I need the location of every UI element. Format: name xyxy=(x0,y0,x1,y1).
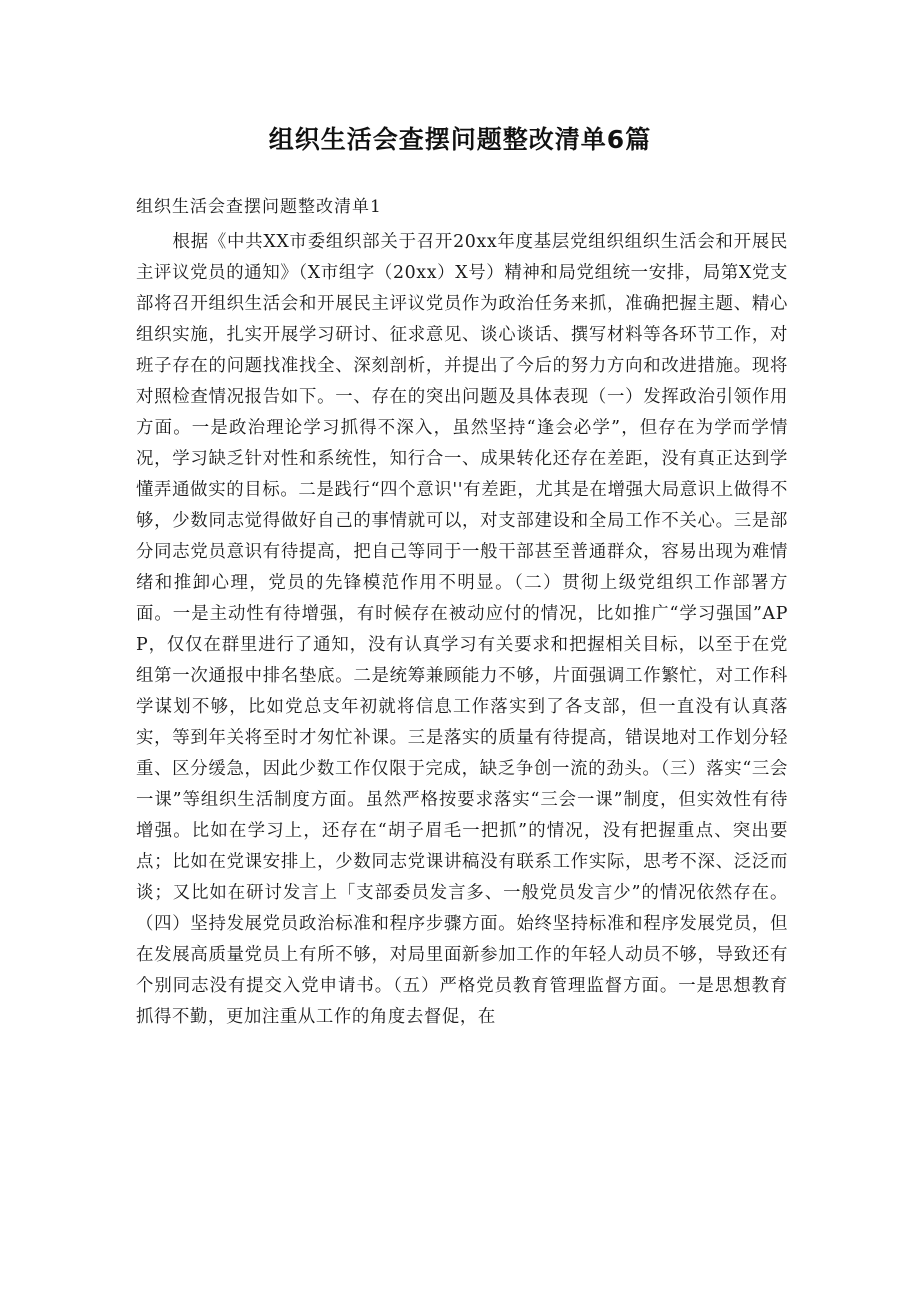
section-heading: 组织生活会查摆问题整改清单1 xyxy=(136,197,382,217)
body-paragraph: 根据《中共XX市委组织部关于召开20xx年度基层党组织组织生活会和开展民主评议党员的通知》（X市组字（20xx）X号）精神和局党组统一安排，局第X党支部将召开组织生活会和开展民主评议党员作为政治任务来抓，准确把握主题、精心组织实施，扎实开展学习研讨、征求意见、谈心谈话、撰写材料等各环节工作，对班子存在的问题找准找全、深刻剖析，并提出了今后的努力方向和改进措施。现将对照检查情况报告如下。一、存在的突出问题及具体表现（一）发挥政治引领作用方面。一是政治理论学习抓得不深入，虽然坚持“逢会必学”，但存在为学而学情况，学习缺乏针对性和系统性，知行合一、成果转化还存在差距，没有真正达到学懂弄通做实的目标。二是践行“四个意识''有差距，尤其是在增强大局意识上做得不够，少数同志觉得做好自己的事情就可以，对支部建设和全局工作不关心。三是部分同志党员意识有待提高，把自己等同于一般干部甚至普通群众，容易出现为难情绪和推卸心理，党员的先锋模范作用不明显。（二）贯彻上级党组织工作部署方面。一是主动性有待增强，有时候存在被动应付的情况，比如推广“学习强国”APP，仅仅在群里进行了通知，没有认真学习有关要求和把握相关目标，以至于在党组第一次通报中排名垫底。二是统筹兼顾能力不够，片面强调工作繁忙，对工作科学谋划不够，比如党总支年初就将信息工作落实到了各支部，但一直没有认真落实，等到年关将至时才匆忙补课。三是落实的质量有待提高，错误地对工作划分轻重、区分缓急，因此少数工作仅限于完成，缺乏争创一流的劲头。（三）落实“三会一课”等组织生活制度方面。虽然严格按要求落实“三会一课”制度，但实效性有待增强。比如在学习上，还存在“胡子眉毛一把抓”的情况，没有把握重点、突出要点；比如在党课安排上，少数同志党课讲稿没有联系工作实际，思考不深、泛泛而谈；又比如在研讨发言上「支部委员发言多、一般党员发言少”的情况依然存在。（四）坚持发展党员政治标准和程序步骤方面。始终坚持标准和程序发展党员，但在发展高质量党员上有所不够，对局里面新参加工作的年轻人动员不够，导致还有个别同志没有提交入党申请书。（五）严格党员教育管理监督方面。一是思想教育抓得不勤，更加注重从工作的角度去督促，在 xyxy=(136,232,788,1027)
document-title: 组织生活会查摆问题整改清单6篇 xyxy=(268,125,652,154)
